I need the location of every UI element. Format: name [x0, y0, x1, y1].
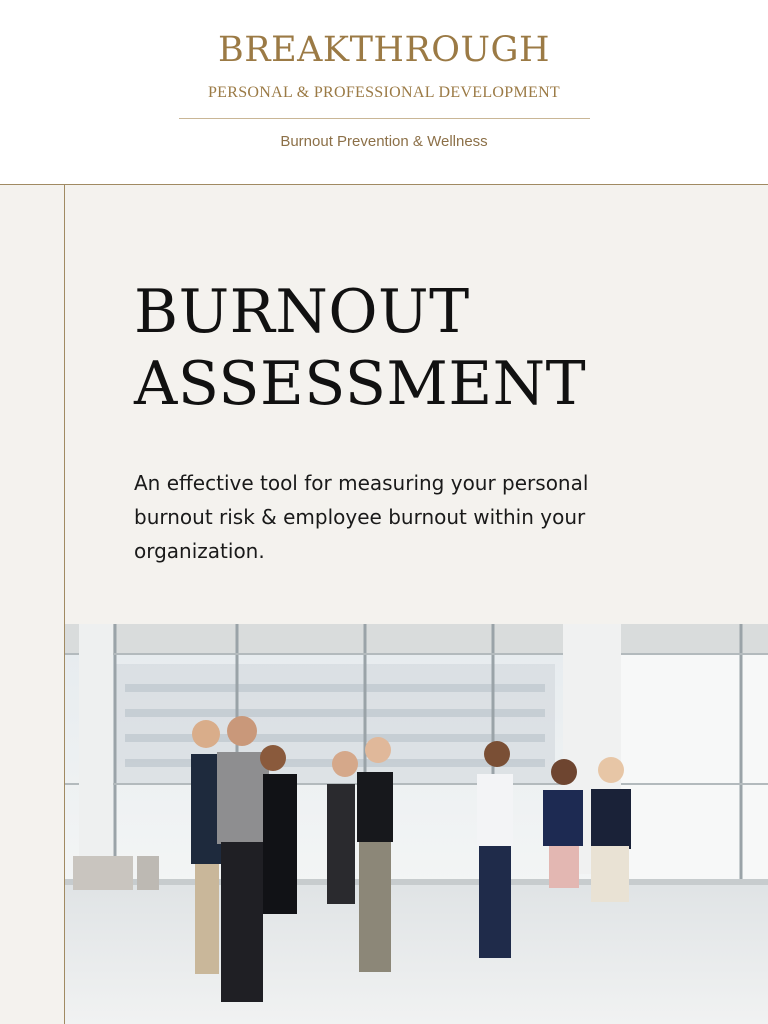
header-subtitle: Burnout Prevention & Wellness	[280, 133, 488, 150]
intro-paragraph: An effective tool for measuring your personal burnout risk & employee burnout within your organization.	[134, 471, 589, 563]
page-title	[134, 276, 694, 420]
office-photo	[65, 624, 768, 1024]
brand-name: BREAKTHROUGH	[218, 30, 550, 70]
office-meeting-illustration	[65, 624, 768, 1024]
brand-tagline: PERSONAL & PROFESSIONAL DEVELOPMENT	[207, 84, 560, 101]
title-line-2: ASSESSMENT	[134, 349, 587, 419]
title-line-1: BURNOUT	[134, 277, 470, 347]
header	[0, 0, 768, 185]
header-divider	[179, 118, 590, 119]
